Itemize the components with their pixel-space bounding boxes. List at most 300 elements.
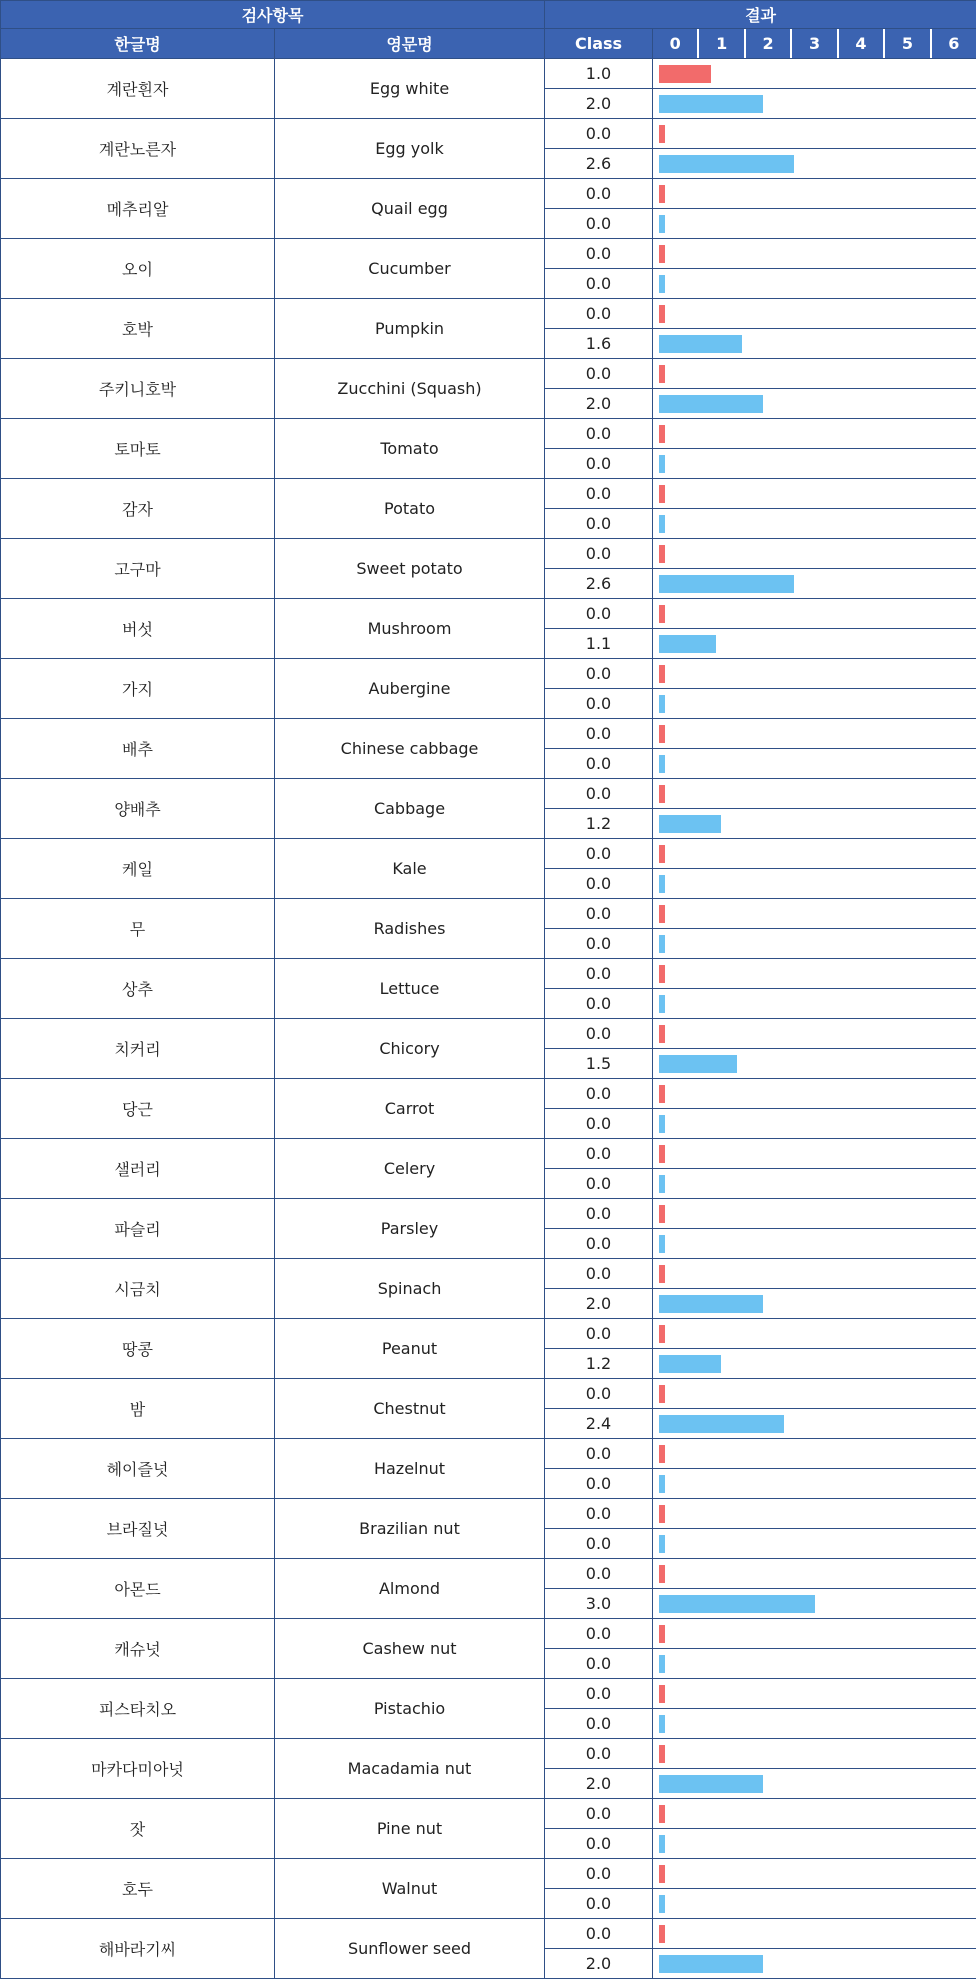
bar-mark-red [659, 1265, 665, 1283]
bar-mark-blue [659, 1175, 665, 1193]
bar-mark-red [659, 1685, 665, 1703]
bar-cell [653, 389, 976, 419]
class-value-cell: 0.0 [545, 479, 653, 509]
table-row [1, 59, 976, 89]
bar-cell [653, 239, 976, 269]
table-row [1, 839, 976, 869]
bar-cell [653, 779, 976, 809]
class-value-cell: 0.0 [545, 1559, 653, 1589]
english-name-cell: Egg yolk [275, 119, 545, 179]
bar-mark-red [659, 605, 665, 623]
bar-cell [653, 1559, 976, 1589]
class-value-cell: 0.0 [545, 1649, 653, 1679]
class-value-cell: 0.0 [545, 1109, 653, 1139]
class-value-cell: 0.0 [545, 1679, 653, 1709]
table-row [1, 1679, 976, 1709]
bar-cell [653, 1139, 976, 1169]
class-value-cell: 0.0 [545, 599, 653, 629]
korean-name-cell: 파슬리 [1, 1199, 275, 1259]
bar-cell [653, 1529, 976, 1559]
bar-mark-red [659, 1925, 665, 1943]
korean-name-cell: 잣 [1, 1799, 275, 1859]
bar-cell [653, 1349, 976, 1379]
english-name-cell: Celery [275, 1139, 545, 1199]
bar-cell [653, 659, 976, 689]
class-value-cell: 0.0 [545, 1709, 653, 1739]
class-scale-header [653, 29, 976, 59]
table-row [1, 1919, 976, 1949]
class-value-cell: 0.0 [545, 1799, 653, 1829]
bar-mark-blue [659, 275, 665, 293]
bar-mark-blue [659, 1895, 665, 1913]
table-row [1, 599, 976, 629]
korean-name-cell: 계란노른자 [1, 119, 275, 179]
english-name-cell: Hazelnut [275, 1439, 545, 1499]
class-value-cell: 0.0 [545, 659, 653, 689]
bar-mark-red [659, 965, 665, 983]
english-name-cell: Lettuce [275, 959, 545, 1019]
bar-mark-red [659, 725, 665, 743]
bar-cell [653, 1319, 976, 1349]
class-value-cell: 0.0 [545, 1229, 653, 1259]
bar-cell [653, 599, 976, 629]
bar-cell [653, 1799, 976, 1829]
bar-mark-red [659, 545, 665, 563]
table-row [1, 1319, 976, 1349]
bar-mark-blue [659, 215, 665, 233]
bar-cell [653, 59, 976, 89]
bar-mark-blue [659, 515, 665, 533]
class-value-cell: 0.0 [545, 1529, 653, 1559]
bar-cell [653, 1949, 976, 1979]
class-value-cell: 1.5 [545, 1049, 653, 1079]
class-value-cell: 0.0 [545, 1889, 653, 1919]
bar-cell [653, 299, 976, 329]
class-value-cell: 3.0 [545, 1589, 653, 1619]
korean-name-cell: 시금치 [1, 1259, 275, 1319]
bar-mark-red [659, 65, 711, 83]
bar-mark-blue [659, 635, 716, 653]
header-test-items: 검사항목 [1, 1, 545, 29]
class-value-cell: 0.0 [545, 299, 653, 329]
bar-mark-blue [659, 575, 794, 593]
class-value-cell: 0.0 [545, 269, 653, 299]
class-value-cell: 0.0 [545, 1079, 653, 1109]
class-value-cell: 0.0 [545, 1319, 653, 1349]
bar-cell [653, 269, 976, 299]
class-tick-label: 3 [792, 29, 838, 58]
english-name-cell: Cabbage [275, 779, 545, 839]
korean-name-cell: 피스타치오 [1, 1679, 275, 1739]
class-value-cell: 0.0 [545, 1379, 653, 1409]
class-value-cell: 0.0 [545, 1619, 653, 1649]
bar-mark-blue [659, 95, 763, 113]
table-row [1, 1259, 976, 1289]
class-value-cell: 0.0 [545, 779, 653, 809]
table-row [1, 959, 976, 989]
bar-cell [653, 179, 976, 209]
bar-mark-red [659, 185, 665, 203]
class-value-cell: 2.6 [545, 149, 653, 179]
table-row [1, 1139, 976, 1169]
class-value-cell: 1.2 [545, 809, 653, 839]
korean-name-cell: 밤 [1, 1379, 275, 1439]
english-name-cell: Sweet potato [275, 539, 545, 599]
class-value-cell: 0.0 [545, 1469, 653, 1499]
english-name-cell: Radishes [275, 899, 545, 959]
bar-mark-blue [659, 875, 665, 893]
class-value-cell: 1.0 [545, 59, 653, 89]
class-value-cell: 2.0 [545, 1769, 653, 1799]
bar-cell [653, 1919, 976, 1949]
class-value-cell: 0.0 [545, 209, 653, 239]
bar-cell [653, 479, 976, 509]
table-row [1, 1199, 976, 1229]
class-value-cell: 2.4 [545, 1409, 653, 1439]
english-name-cell: Sunflower seed [275, 1919, 545, 1979]
english-name-cell: Brazilian nut [275, 1499, 545, 1559]
table-row [1, 1499, 976, 1529]
bar-cell [653, 839, 976, 869]
english-name-cell: Mushroom [275, 599, 545, 659]
class-value-cell: 0.0 [545, 1259, 653, 1289]
bar-cell [653, 809, 976, 839]
bar-mark-blue [659, 1535, 665, 1553]
class-value-cell: 2.0 [545, 89, 653, 119]
table-row [1, 239, 976, 269]
english-name-cell: Carrot [275, 1079, 545, 1139]
bar-mark-blue [659, 1355, 721, 1373]
table-row [1, 1799, 976, 1829]
class-value-cell: 0.0 [545, 1439, 653, 1469]
class-value-cell: 0.0 [545, 1499, 653, 1529]
header-class: Class [545, 29, 653, 59]
bar-cell [653, 1229, 976, 1259]
korean-name-cell: 호두 [1, 1859, 275, 1919]
bar-mark-blue [659, 995, 665, 1013]
bar-mark-red [659, 1205, 665, 1223]
class-value-cell: 0.0 [545, 539, 653, 569]
bar-mark-red [659, 425, 665, 443]
bar-mark-red [659, 305, 665, 323]
bar-cell [653, 1769, 976, 1799]
bar-mark-red [659, 665, 665, 683]
bar-cell [653, 1829, 976, 1859]
korean-name-cell: 양배추 [1, 779, 275, 839]
table-row [1, 719, 976, 749]
english-name-cell: Egg white [275, 59, 545, 119]
class-value-cell: 0.0 [545, 869, 653, 899]
bar-mark-blue [659, 1715, 665, 1733]
bar-mark-red [659, 785, 665, 803]
bar-cell [653, 1469, 976, 1499]
bar-mark-red [659, 245, 665, 263]
class-tick-label: 2 [746, 29, 792, 58]
bar-cell [653, 1289, 976, 1319]
bar-mark-red [659, 1385, 665, 1403]
bar-cell [653, 539, 976, 569]
korean-name-cell: 고구마 [1, 539, 275, 599]
bar-mark-blue [659, 1775, 763, 1793]
table-row [1, 1439, 976, 1469]
english-name-cell: Parsley [275, 1199, 545, 1259]
bar-mark-blue [659, 155, 794, 173]
bar-mark-red [659, 365, 665, 383]
korean-name-cell: 케일 [1, 839, 275, 899]
bar-cell [653, 989, 976, 1019]
bar-cell [653, 1259, 976, 1289]
korean-name-cell: 토마토 [1, 419, 275, 479]
korean-name-cell: 호박 [1, 299, 275, 359]
bar-cell [653, 719, 976, 749]
table-row [1, 659, 976, 689]
table-row [1, 1859, 976, 1889]
class-value-cell: 1.6 [545, 329, 653, 359]
class-value-cell: 0.0 [545, 1829, 653, 1859]
bar-cell [653, 1499, 976, 1529]
english-name-cell: Macadamia nut [275, 1739, 545, 1799]
korean-name-cell: 해바라기씨 [1, 1919, 275, 1979]
english-name-cell: Quail egg [275, 179, 545, 239]
class-tick-label: 6 [948, 34, 960, 53]
english-name-cell: Potato [275, 479, 545, 539]
english-name-cell: Pistachio [275, 1679, 545, 1739]
bar-cell [653, 89, 976, 119]
bar-mark-blue [659, 935, 665, 953]
table-row [1, 179, 976, 209]
english-name-cell: Chestnut [275, 1379, 545, 1439]
bar-cell [653, 329, 976, 359]
bar-mark-red [659, 905, 665, 923]
bar-mark-blue [659, 395, 763, 413]
bar-cell [653, 689, 976, 719]
class-value-cell: 0.0 [545, 689, 653, 719]
table-row [1, 899, 976, 929]
class-value-cell: 0.0 [545, 419, 653, 449]
bar-cell [653, 419, 976, 449]
bar-cell [653, 749, 976, 779]
class-value-cell: 2.0 [545, 1289, 653, 1319]
bar-mark-red [659, 1025, 665, 1043]
bar-cell [653, 509, 976, 539]
bar-cell [653, 869, 976, 899]
class-tick-label: 1 [699, 29, 745, 58]
korean-name-cell: 버섯 [1, 599, 275, 659]
class-value-cell: 0.0 [545, 1169, 653, 1199]
korean-name-cell: 배추 [1, 719, 275, 779]
table-row [1, 1079, 976, 1109]
korean-name-cell: 땅콩 [1, 1319, 275, 1379]
bar-cell [653, 1589, 976, 1619]
bar-mark-blue [659, 455, 665, 473]
bar-cell [653, 209, 976, 239]
korean-name-cell: 샐러리 [1, 1139, 275, 1199]
class-value-cell: 0.0 [545, 1859, 653, 1889]
bar-mark-blue [659, 1595, 815, 1613]
bar-mark-blue [659, 1415, 784, 1433]
class-tick-label: 4 [839, 29, 885, 58]
table-row [1, 779, 976, 809]
bar-cell [653, 1649, 976, 1679]
bar-cell [653, 1109, 976, 1139]
bar-cell [653, 1019, 976, 1049]
class-value-cell: 0.0 [545, 239, 653, 269]
english-name-cell: Tomato [275, 419, 545, 479]
class-value-cell: 0.0 [545, 959, 653, 989]
bar-cell [653, 1199, 976, 1229]
english-name-cell: Almond [275, 1559, 545, 1619]
korean-name-cell: 무 [1, 899, 275, 959]
class-value-cell: 0.0 [545, 1139, 653, 1169]
class-value-cell: 0.0 [545, 719, 653, 749]
english-name-cell: Peanut [275, 1319, 545, 1379]
table-row [1, 299, 976, 329]
class-value-cell: 0.0 [545, 449, 653, 479]
bar-mark-red [659, 485, 665, 503]
bar-mark-blue [659, 1235, 665, 1253]
english-name-cell: Spinach [275, 1259, 545, 1319]
bar-mark-blue [659, 1475, 665, 1493]
bar-mark-blue [659, 695, 665, 713]
bar-mark-blue [659, 815, 721, 833]
table-row [1, 1739, 976, 1769]
bar-cell [653, 1049, 976, 1079]
bar-mark-red [659, 1805, 665, 1823]
class-value-cell: 1.1 [545, 629, 653, 659]
header-english-name: 영문명 [275, 29, 545, 59]
table-row [1, 479, 976, 509]
class-value-cell: 0.0 [545, 989, 653, 1019]
bar-mark-blue [659, 1655, 665, 1673]
bar-mark-blue [659, 1295, 763, 1313]
bar-cell [653, 629, 976, 659]
bar-mark-blue [659, 1055, 737, 1073]
class-tick-label: 5 [885, 29, 931, 58]
class-value-cell: 0.0 [545, 119, 653, 149]
english-name-cell: Chinese cabbage [275, 719, 545, 779]
bar-cell [653, 1619, 976, 1649]
class-tick-label: 0 [653, 29, 699, 58]
bar-mark-blue [659, 1115, 665, 1133]
table-row [1, 419, 976, 449]
korean-name-cell: 가지 [1, 659, 275, 719]
class-value-cell: 0.0 [545, 749, 653, 779]
bar-mark-red [659, 1565, 665, 1583]
bar-cell [653, 899, 976, 929]
bar-cell [653, 449, 976, 479]
bar-cell [653, 569, 976, 599]
bar-mark-blue [659, 1835, 665, 1853]
table-row [1, 119, 976, 149]
class-value-cell: 2.0 [545, 1949, 653, 1979]
bar-cell [653, 1859, 976, 1889]
bar-cell [653, 959, 976, 989]
korean-name-cell: 헤이즐넛 [1, 1439, 275, 1499]
class-value-cell: 1.2 [545, 1349, 653, 1379]
bar-mark-red [659, 845, 665, 863]
bar-cell [653, 1439, 976, 1469]
bar-cell [653, 1169, 976, 1199]
korean-name-cell: 당근 [1, 1079, 275, 1139]
english-name-cell: Aubergine [275, 659, 545, 719]
class-value-cell: 0.0 [545, 1739, 653, 1769]
bar-mark-red [659, 1625, 665, 1643]
korean-name-cell: 아몬드 [1, 1559, 275, 1619]
english-name-cell: Pine nut [275, 1799, 545, 1859]
bar-mark-red [659, 1445, 665, 1463]
class-value-cell: 0.0 [545, 899, 653, 929]
bar-cell [653, 149, 976, 179]
class-value-cell: 0.0 [545, 929, 653, 959]
english-name-cell: Cucumber [275, 239, 545, 299]
table-row [1, 539, 976, 569]
korean-name-cell: 계란흰자 [1, 59, 275, 119]
korean-name-cell: 감자 [1, 479, 275, 539]
class-value-cell: 2.0 [545, 389, 653, 419]
korean-name-cell: 오이 [1, 239, 275, 299]
table-row [1, 359, 976, 389]
bar-cell [653, 1379, 976, 1409]
english-name-cell: Pumpkin [275, 299, 545, 359]
table-row [1, 1019, 976, 1049]
class-value-cell: 0.0 [545, 179, 653, 209]
bar-mark-blue [659, 335, 742, 353]
korean-name-cell: 메추리알 [1, 179, 275, 239]
bar-cell [653, 1079, 976, 1109]
class-value-cell: 0.0 [545, 1199, 653, 1229]
korean-name-cell: 캐슈넛 [1, 1619, 275, 1679]
bar-mark-blue [659, 755, 665, 773]
class-value-cell: 0.0 [545, 1919, 653, 1949]
bar-cell [653, 1409, 976, 1439]
english-name-cell: Zucchini (Squash) [275, 359, 545, 419]
bar-mark-red [659, 125, 665, 143]
bar-mark-red [659, 1145, 665, 1163]
bar-mark-red [659, 1865, 665, 1883]
bar-cell [653, 1709, 976, 1739]
bar-mark-red [659, 1085, 665, 1103]
bar-cell [653, 119, 976, 149]
table-row [1, 1559, 976, 1589]
bar-mark-blue [659, 1955, 763, 1973]
bar-mark-red [659, 1745, 665, 1763]
table-row [1, 1379, 976, 1409]
bar-mark-red [659, 1325, 665, 1343]
class-value-cell: 2.6 [545, 569, 653, 599]
bar-cell [653, 359, 976, 389]
bar-mark-red [659, 1505, 665, 1523]
english-name-cell: Cashew nut [275, 1619, 545, 1679]
class-value-cell: 0.0 [545, 359, 653, 389]
class-value-cell: 0.0 [545, 1019, 653, 1049]
class-value-cell: 0.0 [545, 839, 653, 869]
korean-name-cell: 브라질넛 [1, 1499, 275, 1559]
korean-name-cell: 주키니호박 [1, 359, 275, 419]
bar-cell [653, 929, 976, 959]
english-name-cell: Kale [275, 839, 545, 899]
english-name-cell: Chicory [275, 1019, 545, 1079]
korean-name-cell: 치커리 [1, 1019, 275, 1079]
bar-cell [653, 1889, 976, 1919]
korean-name-cell: 상추 [1, 959, 275, 1019]
class-value-cell: 0.0 [545, 509, 653, 539]
bar-cell [653, 1739, 976, 1769]
table-row [1, 1619, 976, 1649]
bar-cell [653, 1679, 976, 1709]
korean-name-cell: 마카다미아넛 [1, 1739, 275, 1799]
english-name-cell: Walnut [275, 1859, 545, 1919]
header-korean-name: 한글명 [1, 29, 275, 59]
